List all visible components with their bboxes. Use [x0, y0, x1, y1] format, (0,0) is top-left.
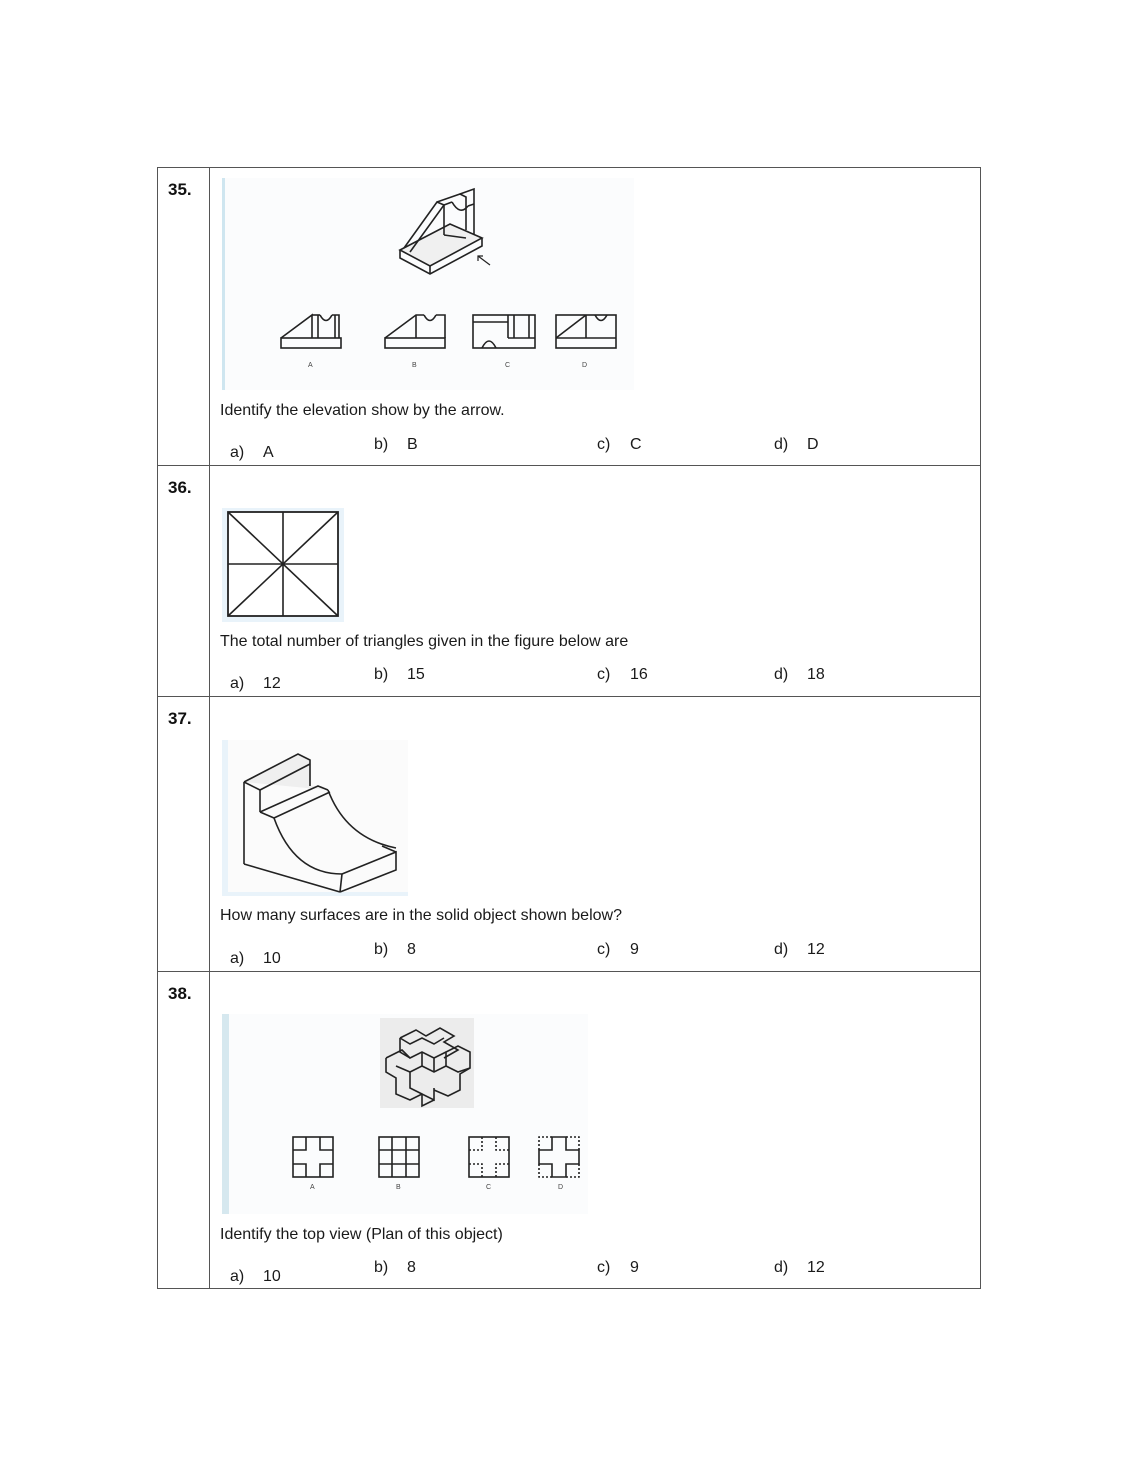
option-c[interactable]: c) 16 [597, 666, 648, 683]
question-number-cell [158, 466, 210, 696]
option-b[interactable]: b) B [374, 436, 418, 453]
elevation-option-c [472, 314, 536, 350]
question-text: How many surfaces are in the solid object shown below? [220, 907, 622, 924]
figure-border [222, 1014, 229, 1214]
figure-label-d: D [558, 1184, 564, 1191]
option-c[interactable]: c) C [597, 436, 642, 453]
option-a[interactable]: a) A [230, 444, 274, 461]
option-a[interactable]: a) 10 [230, 1268, 281, 1285]
isometric-object-drawing [382, 188, 522, 278]
question-number-cell [158, 697, 210, 971]
question-number: 38. [168, 984, 192, 1003]
question-number: 35. [168, 180, 192, 199]
question-number-cell [158, 168, 210, 465]
question-row-38 [157, 971, 981, 1289]
plan-option-a [292, 1136, 334, 1178]
option-c[interactable]: c) 9 [597, 941, 639, 958]
figure-label-b: B [396, 1184, 401, 1191]
elevation-option-b [384, 314, 446, 350]
figure-label-c: C [486, 1184, 492, 1191]
question-text: The total number of triangles given in the figure below are [220, 633, 629, 650]
question-content [210, 972, 980, 1288]
option-b[interactable]: b) 8 [374, 1259, 416, 1276]
plan-option-d [538, 1136, 580, 1178]
question-figure [222, 1014, 588, 1214]
question-number: 36. [168, 478, 192, 497]
solid-object-drawing [242, 746, 402, 890]
question-row-37 [157, 696, 981, 972]
question-content [210, 466, 980, 696]
option-a[interactable]: a) 12 [230, 675, 281, 692]
question-row-35 [157, 167, 981, 466]
question-row-36 [157, 465, 981, 697]
question-number: 37. [168, 709, 192, 728]
question-content [210, 168, 980, 465]
figure-border [222, 178, 225, 390]
option-d[interactable]: d) 18 [774, 666, 825, 683]
plan-option-b [378, 1136, 420, 1178]
figure-label-c: C [505, 362, 511, 369]
plan-option-c [468, 1136, 510, 1178]
option-b[interactable]: b) 15 [374, 666, 425, 683]
figure-label-b: B [412, 362, 417, 369]
option-c[interactable]: c) 9 [597, 1259, 639, 1276]
question-figure [222, 178, 634, 390]
triangle-count-figure [228, 512, 338, 616]
figure-label-d: D [582, 362, 588, 369]
question-content [210, 697, 980, 971]
option-a[interactable]: a) 10 [230, 950, 281, 967]
option-d[interactable]: d) D [774, 436, 819, 453]
elevation-option-d [555, 314, 617, 350]
option-b[interactable]: b) 8 [374, 941, 416, 958]
elevation-option-a [280, 314, 342, 350]
question-number-cell [158, 972, 210, 1288]
question-text: Identify the elevation show by the arrow. [220, 402, 505, 419]
question-text: Identify the top view (Plan of this object) [220, 1226, 503, 1243]
figure-label-a: A [308, 362, 313, 369]
option-d[interactable]: d) 12 [774, 941, 825, 958]
question-figure [222, 740, 408, 896]
isometric-cross-object [382, 1020, 474, 1108]
question-figure [222, 508, 344, 622]
option-d[interactable]: d) 12 [774, 1259, 825, 1276]
figure-label-a: A [310, 1184, 315, 1191]
